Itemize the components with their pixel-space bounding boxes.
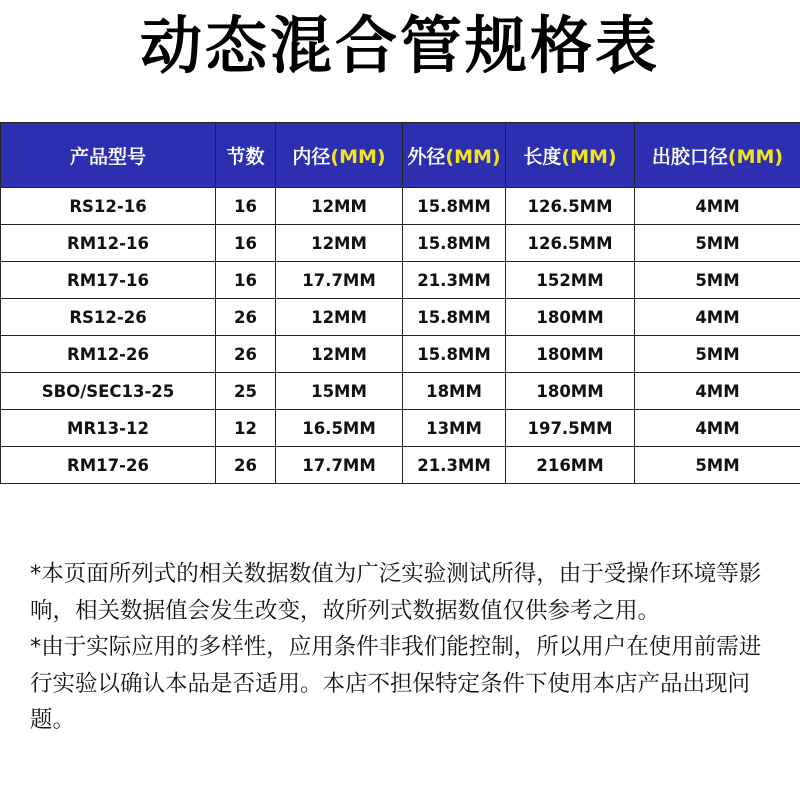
cell-outer-diameter: 15.8MM [403,299,506,336]
cell-outlet-diameter: 4MM [635,373,800,410]
cell-length: 197.5MM [506,410,635,447]
cell-segments: 16 [216,188,276,225]
cell-segments: 26 [216,299,276,336]
cell-length: 180MM [506,336,635,373]
cell-outlet-diameter: 5MM [635,336,800,373]
cell-inner-diameter: 12MM [276,225,403,262]
cell-model: RM12-16 [1,225,216,262]
table-row [1,373,800,410]
cell-outlet-diameter: 4MM [635,410,800,447]
cell-outer-diameter: 21.3MM [403,262,506,299]
cell-outlet-diameter: 5MM [635,225,800,262]
disclaimer-note-usage: *由于实际应用的多样性，应用条件非我们能控制，所以用户在使用前需进行实验以确认本品是否适用。本店不担保特定条件下使用本店产品出现问题。 [30,634,762,733]
page-title: 动态混合管规格表 [139,9,660,82]
cell-inner-diameter: 12MM [276,188,403,225]
cell-inner-diameter: 12MM [276,299,403,336]
spec-table [0,122,800,484]
cell-segments: 25 [216,373,276,410]
cell-segments: 26 [216,336,276,373]
cell-length: 126.5MM [506,225,635,262]
disclaimer-notes [30,556,775,739]
header-segments: 节数 [216,123,276,188]
cell-inner-diameter: 17.7MM [276,447,403,484]
cell-model: RM12-26 [1,336,216,373]
cell-length: 126.5MM [506,188,635,225]
table-row [1,336,800,373]
cell-length: 180MM [506,373,635,410]
cell-model: RS12-16 [1,188,216,225]
header-inner-diameter: 内径(MM) [276,123,403,188]
table-row [1,262,800,299]
header-length: 长度(MM) [506,123,635,188]
cell-length: 180MM [506,299,635,336]
header-outlet-diameter: 出胶口径(MM) [635,123,800,188]
cell-outlet-diameter: 5MM [635,447,800,484]
cell-outlet-diameter: 5MM [635,262,800,299]
cell-outer-diameter: 15.8MM [403,225,506,262]
cell-outer-diameter: 18MM [403,373,506,410]
table-row [1,225,800,262]
cell-outer-diameter: 15.8MM [403,188,506,225]
cell-outer-diameter: 15.8MM [403,336,506,373]
cell-model: MR13-12 [1,410,216,447]
table-row [1,188,800,225]
cell-inner-diameter: 12MM [276,336,403,373]
table-row [1,410,800,447]
cell-length: 216MM [506,447,635,484]
cell-inner-diameter: 15MM [276,373,403,410]
cell-model: RS12-26 [1,299,216,336]
cell-segments: 26 [216,447,276,484]
cell-length: 152MM [506,262,635,299]
cell-segments: 16 [216,225,276,262]
cell-outlet-diameter: 4MM [635,299,800,336]
cell-model: RM17-26 [1,447,216,484]
cell-segments: 16 [216,262,276,299]
header-model: 产品型号 [1,123,216,188]
header-outer-diameter: 外径(MM) [403,123,506,188]
cell-outer-diameter: 13MM [403,410,506,447]
table-row [1,299,800,336]
cell-outer-diameter: 21.3MM [403,447,506,484]
cell-model: RM17-16 [1,262,216,299]
table-row [1,447,800,484]
cell-outlet-diameter: 4MM [635,188,800,225]
table-header-row [1,123,800,188]
cell-inner-diameter: 17.7MM [276,262,403,299]
disclaimer-note-data: *本页面所列式的相关数据数值为广泛实验测试所得，由于受操作环境等影响，相关数据值会发生改变，故所列式数据数值仅供参考之用。 [30,561,762,624]
cell-inner-diameter: 16.5MM [276,410,403,447]
cell-segments: 12 [216,410,276,447]
cell-model: SBO/SEC13-25 [1,373,216,410]
